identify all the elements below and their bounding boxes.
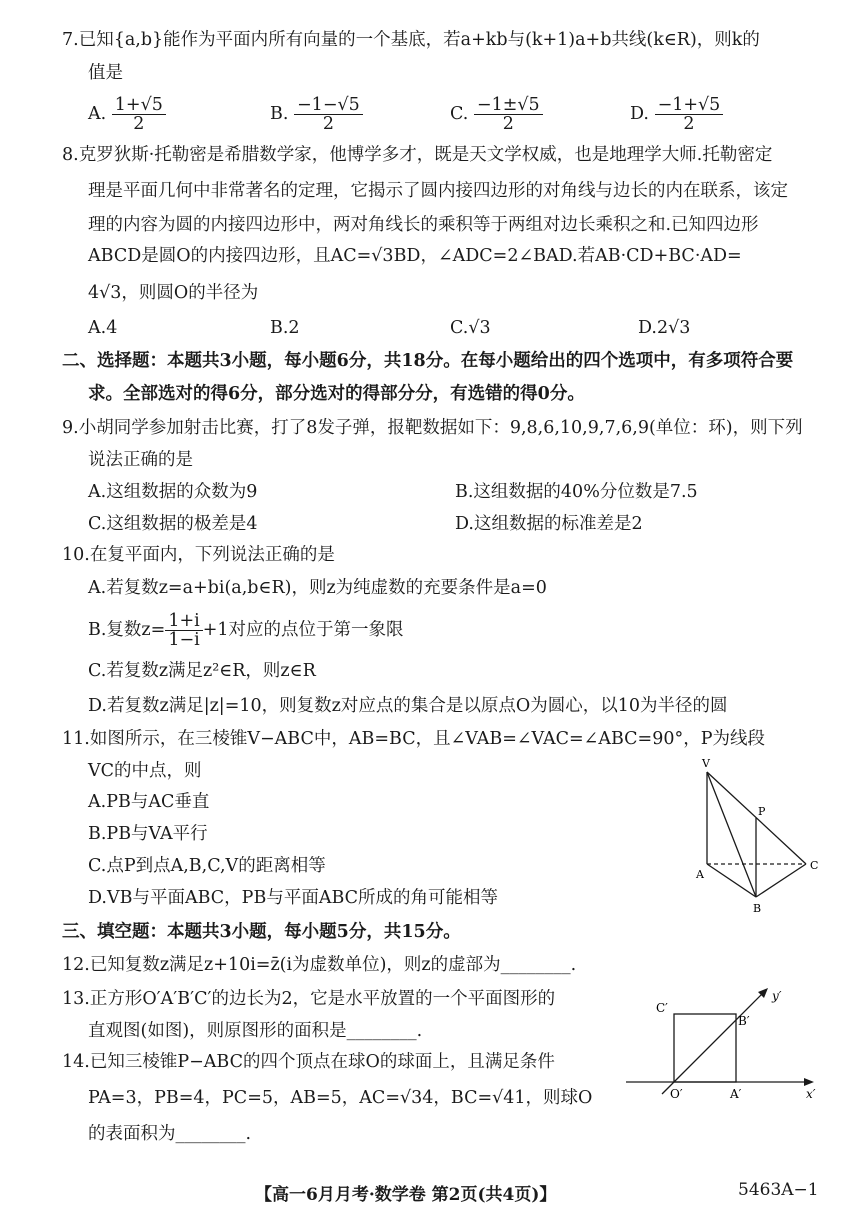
q11-option-c: C.点P到点A,B,C,V的距离相等 [88,856,326,876]
page-footer: 【高一6月月考·数学卷 第2页(共4页)】 [255,1185,557,1205]
q13-axes-figure [618,982,828,1102]
q14-stem-line1: 14.已知三棱锥P−ABC的四个顶点在球O的球面上，且满足条件 [62,1052,555,1072]
q11-pyramid-figure [690,752,830,922]
q14-stem-line3: 的表面积为________. [88,1124,252,1144]
label-c-prime: C′ [656,1001,668,1015]
q7-option-b: B. $\frac{-1-√5}{2}$ [270,96,363,133]
q7-stem-line1: 7.已知{a,b}能作为平面内所有向量的一个基底，若a+kb与(k+1)a+b共线(k∈R)，则k的 [62,30,760,50]
q13-stem-line2: 直观图(如图)，则原图形的面积是________. [88,1021,423,1041]
q10-option-d: D.若复数z满足|z|=10，则复数z对应点的集合是以原点O为圆心，以10为半径的圆 [88,696,728,716]
q14-stem-line2: PA=3，PB=4，PC=5，AB=5，AC=√34，BC=√41，则球O [88,1088,593,1108]
edge-vb [707,772,756,897]
q9-stem-line1: 9.小胡同学参加射击比赛，打了8发子弹，报靶数据如下：9,8,6,10,9,7,6,9(单位：环)，则下列 [62,418,803,438]
paper-code: 5463A−1 [738,1180,819,1200]
label-x-prime: x′ [806,1087,816,1101]
q8-option-c: C.√3 [450,318,491,338]
section-2-heading: 二、选择题：本题共3小题，每小题6分，共18分。在每小题给出的四个选项中，有多项符合要 [62,351,794,371]
label-b: B [753,902,762,915]
label-v: V [702,757,710,770]
q8-stem-line5: 4√3，则圆O的半径为 [88,283,259,303]
x-axis-arrow [804,1078,814,1086]
q9-option-c: C.这组数据的极差是4 [88,514,258,534]
label-a-prime: A′ [730,1087,742,1101]
q9-option-b: B.这组数据的40%分位数是7.5 [455,482,698,502]
label-c: C [810,859,819,872]
q8-stem-line1: 8.克罗狄斯·托勒密是希腊数学家，他博学多才，既是天文学权威，也是地理学大师.托勒密定 [62,145,773,165]
y-axis [662,990,766,1094]
label-o-prime: O′ [670,1087,683,1101]
label-b-prime: B′ [738,1014,750,1028]
label-y-prime: y′ [772,989,782,1003]
q8-stem-line2: 理是平面几何中非常著名的定理，它揭示了圆内接四边形的对角线与边长的内在联系，该定 [88,181,788,201]
q10-option-a: A.若复数z=a+bi(a,b∈R)，则z为纯虚数的充要条件是a=0 [88,578,547,598]
q7-stem-line2: 值是 [88,63,123,83]
q12-stem: 12.已知复数z满足z+10i=z̄(i为虚数单位)，则z的虚部为________. [62,955,577,975]
label-p: P [758,805,766,818]
section-3-heading: 三、填空题：本题共3小题，每小题5分，共15分。 [62,922,461,942]
q8-option-d: D.2√3 [638,318,691,338]
section-2-heading-cont: 求。全部选对的得6分，部分选对的得部分分，有选错的得0分。 [88,384,585,404]
q10-option-b: B.复数z= $\frac{1+i}{1-i}$ +1对应的点位于第一象限 [88,611,404,650]
q7-option-a: A. $\frac{1+√5}{2}$ [88,96,166,133]
label-a: A [696,868,704,881]
q13-stem-line1: 13.正方形O′A′B′C′的边长为2，它是水平放置的一个平面图形的 [62,989,556,1009]
q8-stem-line4: ABCD是圆O的内接四边形，且AC=√3BD，∠ADC=2∠BAD.若AB·CD+BC·AD= [88,246,742,266]
q11-option-a: A.PB与AC垂直 [88,792,210,812]
q11-option-d: D.VB与平面ABC，PB与平面ABC所成的角可能相等 [88,888,499,908]
q8-stem-line3: 理的内容为圆的内接四边形中，两对角线长的乘积等于两组对边长乘积之和.已知四边形 [88,215,759,235]
q11-option-b: B.PB与VA平行 [88,824,208,844]
q8-option-a: A.4 [88,318,118,338]
q7-option-d: D. $\frac{-1+√5}{2}$ [630,96,723,133]
q9-option-d: D.这组数据的标准差是2 [455,514,643,534]
q7-option-c: C. $\frac{-1\pm√5}{2}$ [450,96,543,133]
q10-stem: 10.在复平面内，下列说法正确的是 [62,545,335,565]
edge-bc [756,864,806,897]
q11-stem-line1: 11.如图所示，在三棱锥V−ABC中，AB=BC，且∠VAB=∠VAC=∠ABC=90°，P为线段 [62,729,765,749]
q11-stem-line2: VC的中点，则 [88,761,202,781]
q10-option-c: C.若复数z满足z²∈R，则z∈R [88,661,316,681]
q9-stem-line2: 说法正确的是 [88,450,193,470]
edge-ab [707,864,756,897]
q9-option-a: A.这组数据的众数为9 [88,482,258,502]
q8-option-b: B.2 [270,318,300,338]
